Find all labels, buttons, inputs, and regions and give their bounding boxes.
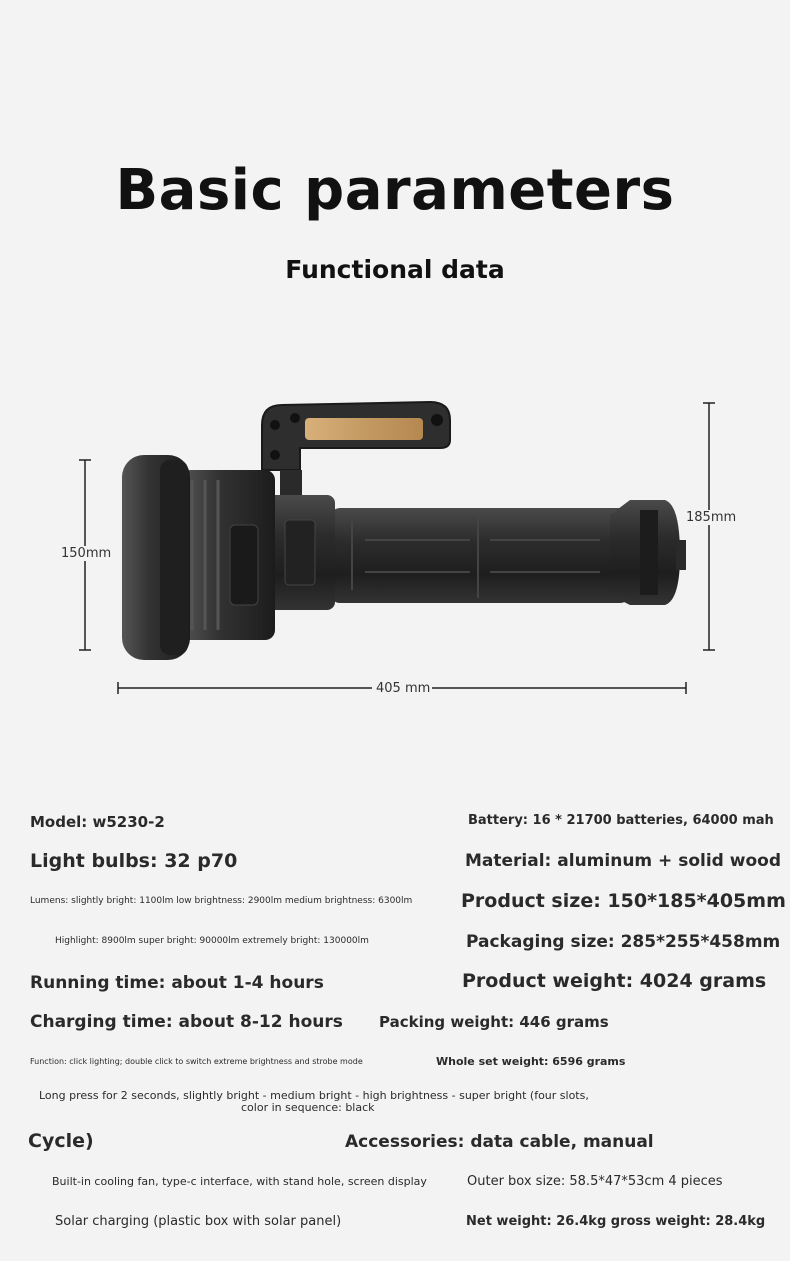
spec-lumens: Lumens: slightly bright: 1100lm low brightness: 2900lm medium brightness: 6300lm bbox=[30, 896, 413, 906]
spec-material: Material: aluminum + solid wood bbox=[465, 851, 781, 871]
spec-accessories: Accessories: data cable, manual bbox=[345, 1132, 654, 1152]
spec-light-bulbs: Light bulbs: 32 p70 bbox=[30, 850, 238, 872]
spec-running-time: Running time: about 1-4 hours bbox=[30, 973, 324, 993]
diameter-label: 150mm bbox=[61, 546, 112, 561]
spec-long-press-line2: color in sequence: black bbox=[241, 1101, 375, 1114]
spec-outer-box: Outer box size: 58.5*47*53cm 4 pieces bbox=[467, 1174, 723, 1189]
spec-product-size: Product size: 150*185*405mm bbox=[461, 890, 786, 912]
spec-solar: Solar charging (plastic box with solar panel) bbox=[55, 1214, 342, 1229]
spec-packaging-size: Packaging size: 285*255*458mm bbox=[466, 932, 781, 952]
length-label: 405 mm bbox=[376, 681, 431, 696]
page-title: Basic parameters bbox=[115, 158, 675, 223]
spec-model: Model: w5230-2 bbox=[30, 813, 165, 831]
spec-builtin: Built-in cooling fan, type-c interface, with stand hole, screen display bbox=[52, 1175, 427, 1188]
spec-whole-set-weight: Whole set weight: 6596 grams bbox=[436, 1055, 626, 1068]
page-subtitle: Functional data bbox=[285, 255, 505, 284]
spec-product-weight: Product weight: 4024 grams bbox=[462, 970, 767, 992]
spec-function: Function: click lighting; double click to switch extreme brightness and strobe mode bbox=[30, 1057, 363, 1066]
spec-highlight: Highlight: 8900lm super bright: 90000lm extremely bright: 130000lm bbox=[55, 936, 369, 946]
spec-charging-time: Charging time: about 8-12 hours bbox=[30, 1012, 343, 1032]
spec-battery: Battery: 16 * 21700 batteries, 64000 mah bbox=[468, 813, 774, 828]
spec-long-press-line1: Long press for 2 seconds, slightly bright - medium bright - high brightness - super bright (four slots, bbox=[39, 1089, 589, 1102]
wood-grip bbox=[305, 418, 423, 440]
spec-cycle: Cycle) bbox=[28, 1130, 94, 1152]
height-label: 185mm bbox=[686, 510, 737, 525]
handle bbox=[262, 402, 450, 500]
spec-packing-weight: Packing weight: 446 grams bbox=[379, 1013, 609, 1031]
spec-net-weight: Net weight: 26.4kg gross weight: 28.4kg bbox=[466, 1214, 766, 1229]
